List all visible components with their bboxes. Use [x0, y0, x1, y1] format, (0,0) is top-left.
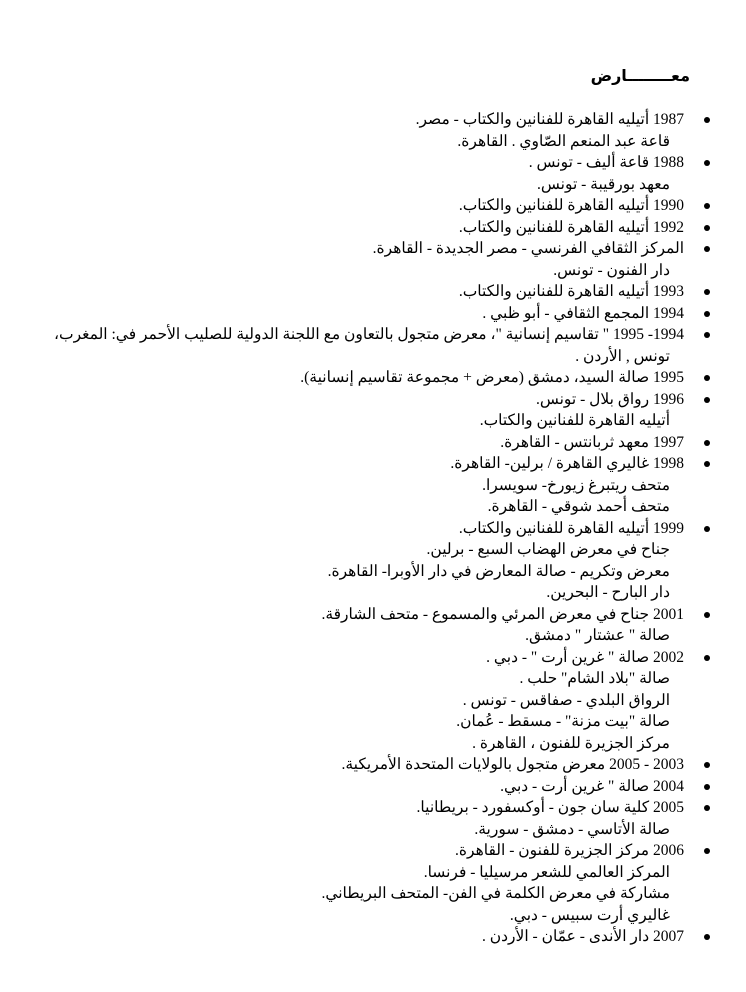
entry-subline: متحف أحمد شوقي - القاهرة. [487, 498, 670, 515]
list-item [30, 647, 710, 755]
list-item [30, 324, 710, 367]
entry-line: 1987 أتيليه القاهرة للفنانين والكتاب - مصر. [415, 111, 684, 128]
entry-line: 1994- 1995 " تقاسيم إنسانية "، معرض متجول بالتعاون مع اللجنة الدولية للصليب الأحمر في: المغرب، [54, 326, 684, 343]
list-item [30, 840, 710, 926]
entry-subline: الرواق البلدي - صفاقس - تونس . [462, 691, 670, 709]
bullet-icon [704, 289, 710, 295]
entry-line: 1988 قاعة أليف - تونس . [528, 154, 684, 171]
entry-subline: تونس , الأردن . [575, 347, 670, 365]
list-item [30, 453, 710, 518]
entry-subline: قاعة عبد المنعم الصّاوي . القاهرة. [457, 132, 670, 150]
entry-subline: مركز الجزيرة للفنون ، القاهرة . [472, 734, 670, 752]
list-item [30, 518, 710, 604]
list-item [30, 389, 710, 432]
list-item [30, 776, 710, 798]
list-item [30, 281, 710, 303]
entry-line: 1990 أتيليه القاهرة للفنانين والكتاب. [458, 197, 684, 214]
entry-line: 2007 دار الأندى - عمّان - الأردن . [482, 928, 684, 945]
list-item [30, 926, 710, 948]
list-item [30, 152, 710, 195]
entry-subline: صالة "بلاد الشام" حلب . [519, 670, 670, 687]
entry-line: 2004 صالة " غرين أرت - دبي. [500, 777, 684, 795]
bullet-icon [704, 246, 710, 252]
bullet-icon [704, 375, 710, 381]
section-title: معــــــــارض [590, 68, 690, 85]
entry-subline: مشاركة في معرض الكلمة في الفن- المتحف البريطاني. [321, 885, 670, 902]
entry-subline: معرض وتكريم - صالة المعارض في دار الأوبرا- القاهرة. [327, 562, 670, 580]
entry-subline: معهد بورقيبة - تونس. [537, 175, 670, 193]
list-item [30, 432, 710, 454]
list-item [30, 797, 710, 840]
entry-line: 1992 أتيليه القاهرة للفنانين والكتاب. [458, 218, 684, 236]
entry-subline: المركز العالمي للشعر مرسيليا - فرنسا. [423, 863, 670, 881]
entry-subline: متحف ريتبرغ زيورخ- سويسرا. [482, 476, 670, 494]
list-item [30, 367, 710, 389]
entry-line: 2003 - 2005 معرض متجول بالولايات المتحدة الأمريكية. [341, 756, 684, 773]
entry-line: 1994 المجمع الثقافي - أبو ظبي . [482, 304, 684, 322]
bullet-icon [704, 461, 710, 467]
entry-line: 1999 أتيليه القاهرة للفنانين والكتاب. [458, 519, 684, 537]
list-item [30, 303, 710, 325]
entry-line: 2006 مركز الجزيرة للفنون - القاهرة. [455, 842, 684, 859]
entry-subline: صالة الأتاسي - دمشق - سورية. [474, 820, 670, 838]
entry-subline: صالة "بيت مزنة" - مسقط - عُمان. [456, 713, 670, 730]
bullet-icon [704, 762, 710, 768]
exhibitions-list [30, 109, 710, 948]
entry-line: المركز الثقافي الفرنسي - مصر الجديدة - القاهرة. [372, 240, 684, 257]
list-item [30, 217, 710, 239]
bullet-icon [704, 805, 710, 811]
entry-line: 1996 رواق بلال - تونس. [535, 390, 684, 408]
entry-line: 1998 غاليري القاهرة / برلين- القاهرة. [450, 455, 684, 472]
bullet-icon [704, 332, 710, 338]
list-item [30, 238, 710, 281]
bullet-icon [704, 203, 710, 209]
entry-subline: دار البارح - البحرين. [546, 584, 670, 601]
entry-subline: غاليري أرت سبيس - دبي. [509, 906, 670, 924]
entry-line: 1995 صالة السيد، دمشق (معرض + مجموعة تقاسيم إنسانية). [300, 369, 684, 386]
entry-line: 2001 جناح في معرض المرئي والمسموع - متحف الشارقة. [321, 605, 684, 623]
bullet-icon [704, 225, 710, 231]
bullet-icon [704, 848, 710, 854]
entry-line: 2005 كلية سان جون - أوكسفورد - بريطانيا. [416, 799, 684, 816]
entry-line: 2002 صالة " غرين أرت " - دبي . [486, 648, 684, 666]
entry-subline: أتيليه القاهرة للفنانين والكتاب. [479, 412, 670, 429]
entry-subline: صالة " عشتار " دمشق. [525, 627, 670, 644]
entry-line: 1997 معهد ثربانتس - القاهرة. [500, 433, 684, 451]
bullet-icon [704, 655, 710, 661]
bullet-icon [704, 397, 710, 403]
list-item [30, 604, 710, 647]
bullet-icon [704, 440, 710, 446]
bullet-icon [704, 934, 710, 940]
list-item [30, 109, 710, 152]
entry-line: 1993 أتيليه القاهرة للفنانين والكتاب. [458, 283, 684, 300]
bullet-icon [704, 612, 710, 618]
entry-subline: جناح في معرض الهضاب السبع - برلين. [426, 541, 670, 558]
bullet-icon [704, 784, 710, 790]
list-item [30, 754, 710, 776]
bullet-icon [704, 311, 710, 317]
bullet-icon [704, 526, 710, 532]
bullet-icon [704, 160, 710, 166]
bullet-icon [704, 117, 710, 123]
entry-subline: دار الفنون - تونس. [553, 261, 670, 279]
list-item [30, 195, 710, 217]
